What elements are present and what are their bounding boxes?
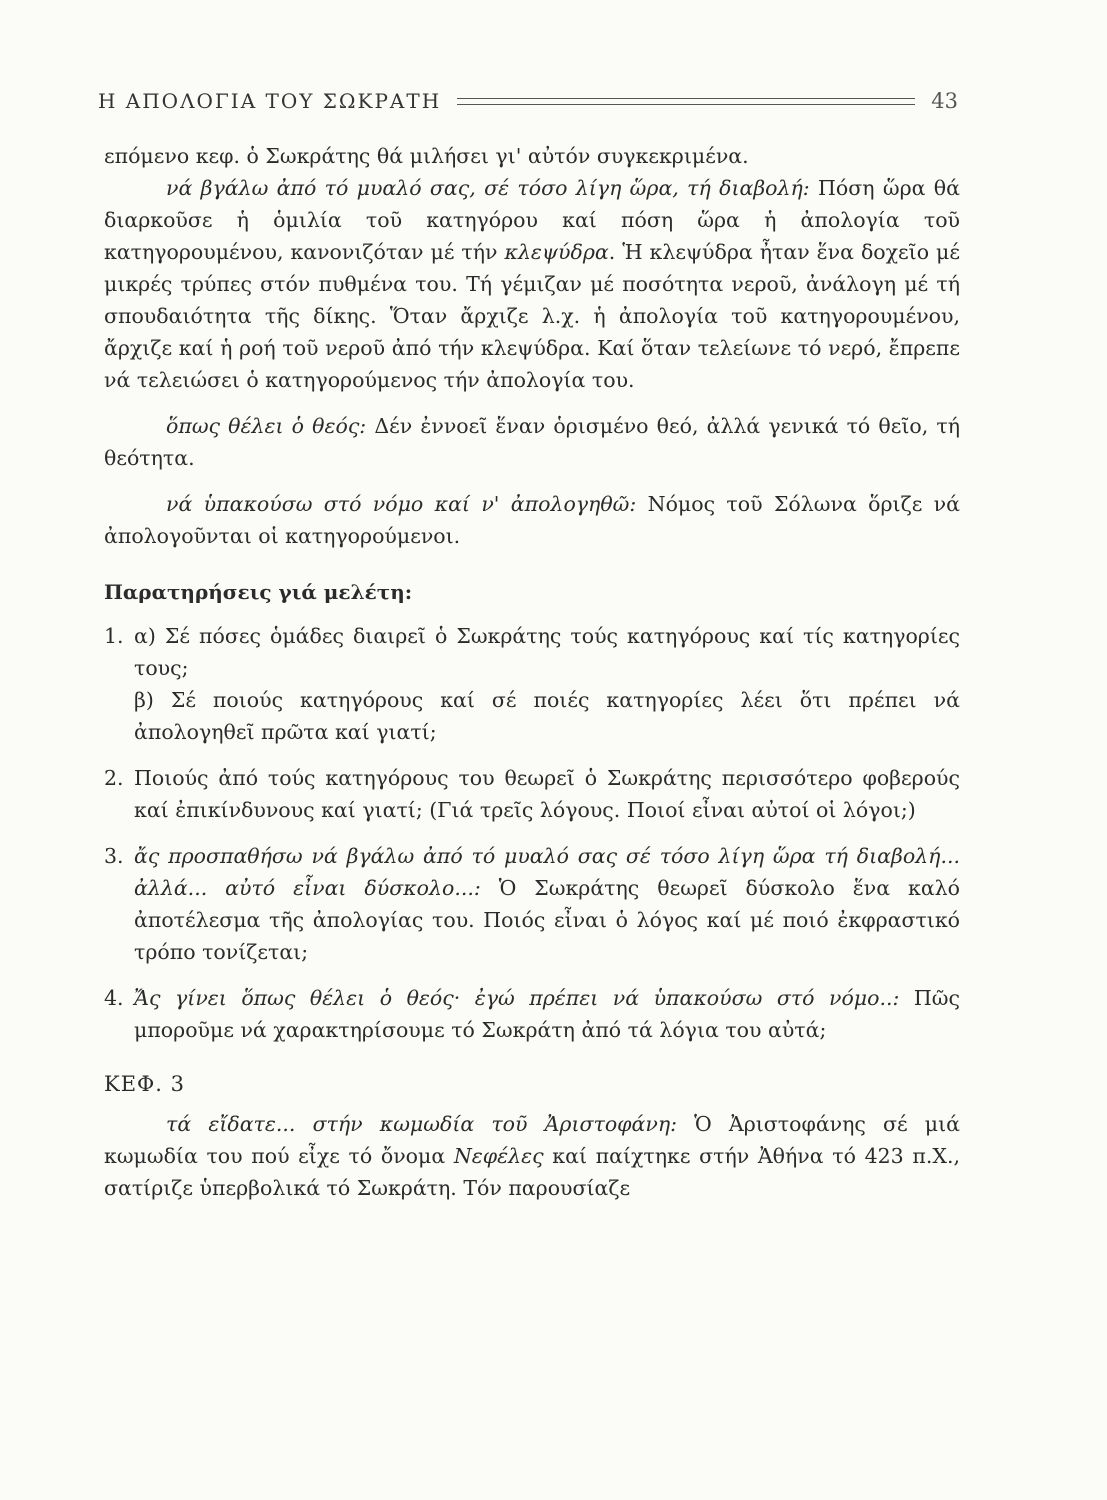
note-lemma: νά βγάλω ἀπό τό μυαλό σας, σέ τόσο λίγη ὥρα, τή διαβολή: xyxy=(166,176,810,200)
note-lemma: ὅπως θέλει ὁ θεός: xyxy=(166,414,367,438)
study-questions xyxy=(104,620,960,1046)
note-text: Πόση ὥρα θά διαρκοῦσε ἡ ὁμιλία τοῦ κατηγόρου καί πόση ὥρα ἡ ἀπολογία τοῦ κατηγορουμένου, κανονιζόταν μέ τήν xyxy=(104,176,960,264)
note-text: Δέν ἐννοεῖ ἕναν ὁρισμένο θεό, ἀλλά γενικά τό θεῖο, τή θεότητα. xyxy=(104,414,961,470)
question-text: Ὁ Σωκράτης θεωρεῖ δύσκολο ἕνα καλό ἀποτέλεσμα τῆς ἀπολογίας του. Ποιός εἶναι ὁ λόγος καί μέ ποιό ἐκφραστικό τρόπο τονίζεται; xyxy=(134,876,961,964)
note-lemma: νά ὑπακούσω στό νόμο καί ν' ἀπολογηθῶ: xyxy=(166,492,637,516)
chapter-heading: ΚΕΦ. 3 xyxy=(104,1072,185,1096)
note-text: Νόμος τοῦ Σόλωνα ὅριζε νά ἀπολογοῦνται οἱ κατηγορούμενοι. xyxy=(104,492,960,548)
question-2 xyxy=(104,762,960,826)
question-4 xyxy=(104,982,960,1046)
note-text: Ὁ Ἀριστοφάνης σέ μιά κωμωδία του πού εἶχε τό ὄνομα xyxy=(104,1112,960,1168)
note-aristophanes xyxy=(104,1108,960,1204)
note-lemma: τά εἴδατε... στήν κωμωδία τοῦ Ἀριστοφάνη: xyxy=(166,1112,678,1136)
question-number: 2. xyxy=(104,766,124,790)
question-number: 3. xyxy=(104,844,124,868)
note-text-continued: καί παίχτηκε στήν Ἀθήνα τό 423 π.Χ., σατίριζε ὑπερβολικά τό Σωκράτη. Τόν παρουσίαζε xyxy=(104,1144,960,1200)
question-text: Ποιούς ἀπό τούς κατηγόρους του θεωρεῖ ὁ Σωκράτης περισσότερο φοβερούς καί ἐπικίνδυνους καί γιατί; (Γιά τρεῖς λόγους. Ποιοί εἶναι αὐτοί οἱ λόγοι;) xyxy=(134,766,960,822)
question-1a: α) Σέ πόσες ὁμάδες διαιρεῖ ὁ Σωκράτης τούς κατηγόρους καί τίς κατηγορίες τους; xyxy=(134,624,960,680)
question-3 xyxy=(104,840,960,968)
page-body xyxy=(104,140,960,1204)
note-text-continued: . Ἡ κλεψύδρα ἦταν ἕνα δοχεῖο μέ μικρές τρύπες στόν πυθμένα του. Τή γέμιζαν μέ ποσότητα νεροῦ, ἀνάλογη μέ τή σπουδαιότητα τῆς δίκης. Ὅταν ἄρχιζε λ.χ. ἡ ἀπολογία τοῦ κατηγορουμένου, ἄρχιζε καί ἡ ροή τοῦ νεροῦ ἀπό τήν κλεψύδρα. Καί ὅταν τελείωνε τό νερό, ἔπρεπε νά τελειώσει ὁ κατηγορούμενος τήν ἀπολογία του. xyxy=(104,240,960,392)
note-law xyxy=(104,488,960,552)
study-heading: Παρατηρήσεις γιά μελέτη: xyxy=(104,580,413,604)
question-lemma: ἄς προσπαθήσω νά βγάλω ἀπό τό μυαλό σας σέ τόσο λίγη ὥρα τή διαβολή... ἀλλά... αὐτό εἶναι δύσκολο...: xyxy=(134,844,960,900)
question-lemma: Ἄς γίνει ὅπως θέλει ὁ θεός· ἐγώ πρέπει νά ὑπακούσω στό νόμο..: xyxy=(134,986,900,1010)
question-1b: β) Σέ ποιούς κατηγόρους καί σέ ποιές κατηγορίες λέει ὅτι πρέπει νά ἀπολογηθεῖ πρῶτα καί γιατί; xyxy=(134,688,960,744)
question-number: 1. xyxy=(104,624,124,648)
question-1 xyxy=(104,620,960,748)
note-klepsydra xyxy=(104,172,960,396)
page-number: 43 xyxy=(931,89,958,113)
note-emphasis: κλεψύδρα xyxy=(504,240,609,264)
running-title: Η ΑΠΟΛΟΓΙΑ ΤΟΥ ΣΩΚΡΑΤΗ xyxy=(98,89,442,113)
note-god xyxy=(104,410,960,474)
running-header xyxy=(98,86,958,116)
question-number: 4. xyxy=(104,986,124,1010)
intro-line: επόμενο κεφ. ὁ Σωκράτης θά μιλήσει γι' αὐτόν συγκεκριμένα. xyxy=(104,144,749,168)
question-text: Πῶς μποροῦμε νά χαρακτηρίσουμε τό Σωκράτη ἀπό τά λόγια του αὐτά; xyxy=(134,986,961,1042)
header-rule xyxy=(457,98,915,105)
play-title: Νεφέλες xyxy=(453,1144,544,1168)
